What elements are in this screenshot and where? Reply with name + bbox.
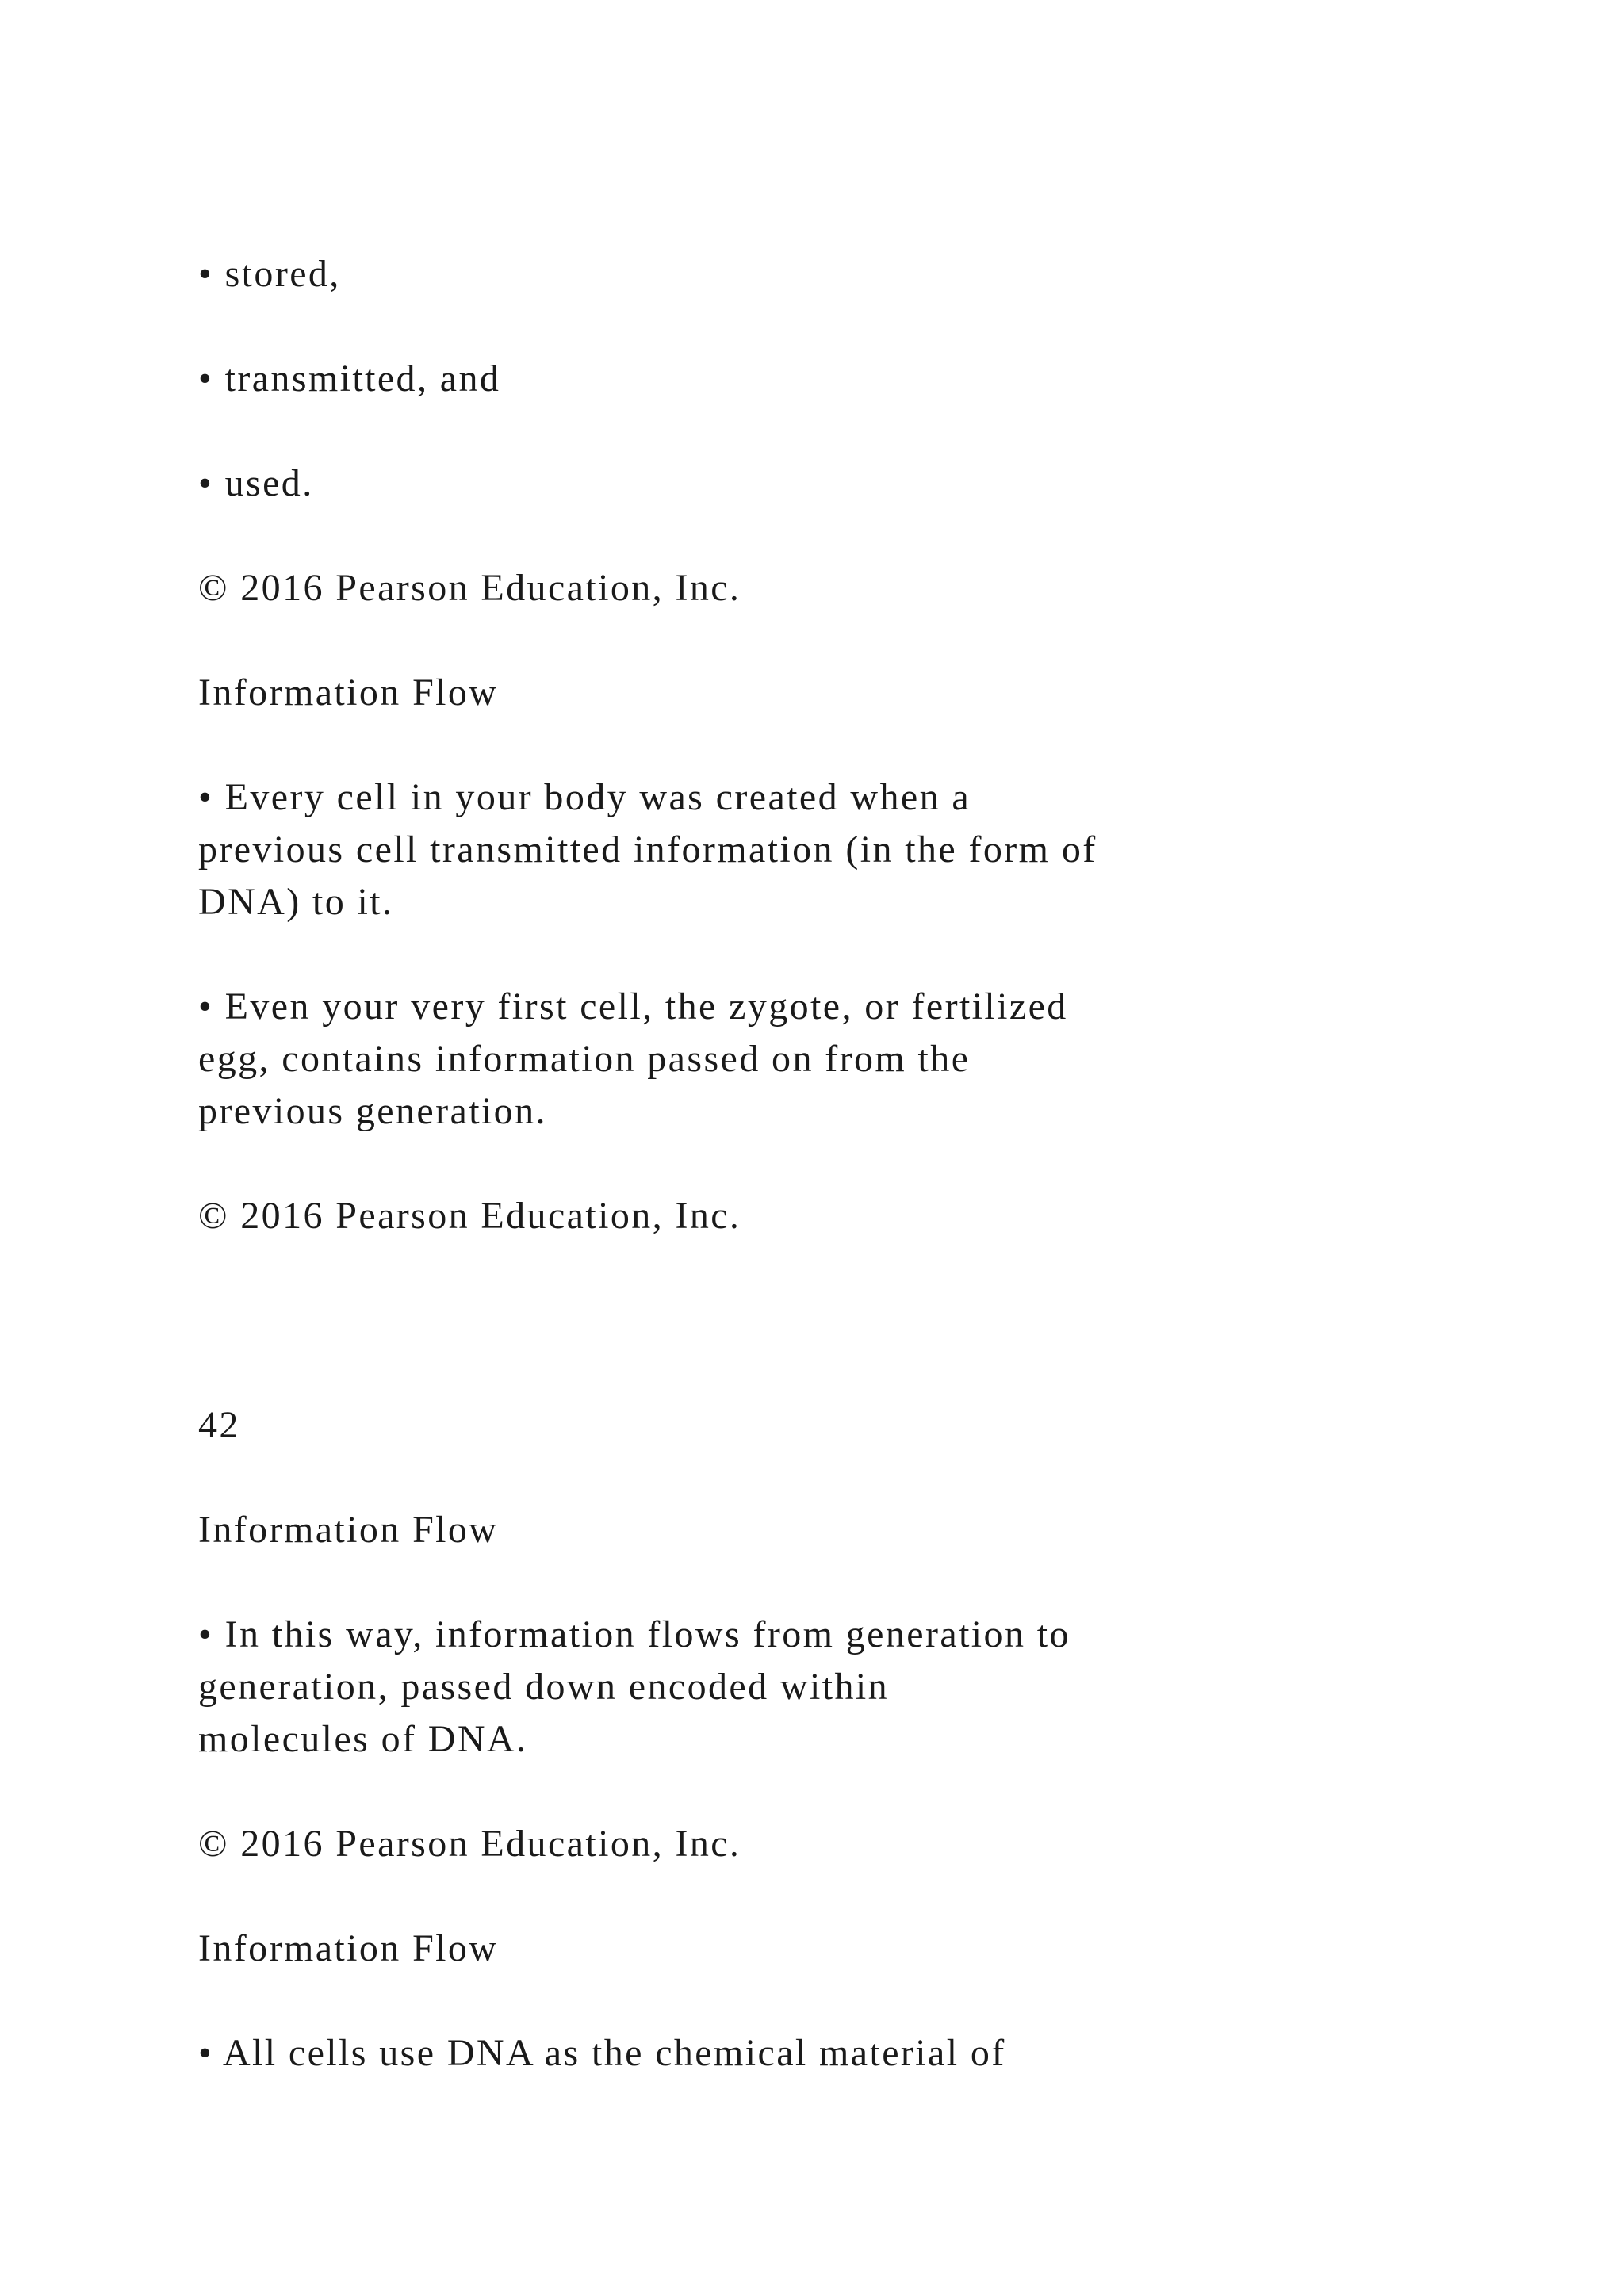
paragraph-line: • Every cell in your body was created when a	[198, 776, 971, 818]
paragraph-line: • In this way, information flows from generation to	[198, 1613, 1071, 1655]
section-heading: Information Flow	[198, 1927, 499, 1969]
paragraph-line: • Even your very first cell, the zygote, or fertilized	[198, 985, 1068, 1027]
paragraph-line: previous generation.	[198, 1090, 547, 1132]
document-page	[198, 0, 1546, 2296]
bullet-transmitted: • transmitted, and	[198, 358, 501, 400]
paragraph-line: generation, passed down encoded within	[198, 1666, 889, 1708]
copyright-notice: © 2016 Pearson Education, Inc.	[198, 1823, 741, 1865]
copyright-notice: © 2016 Pearson Education, Inc.	[198, 1195, 741, 1237]
section-heading: Information Flow	[198, 672, 499, 714]
paragraph-line: DNA) to it.	[198, 881, 394, 923]
paragraph-line: previous cell transmitted information (in the form of	[198, 828, 1097, 871]
paragraph-line: molecules of DNA.	[198, 1718, 528, 1760]
bullet-used: • used.	[198, 462, 314, 504]
bullet-stored: • stored,	[198, 253, 341, 295]
paragraph-line: egg, contains information passed on from the	[198, 1038, 971, 1080]
copyright-notice: © 2016 Pearson Education, Inc.	[198, 567, 741, 609]
section-heading: Information Flow	[198, 1509, 499, 1551]
paragraph-line: • All cells use DNA as the chemical material of	[198, 2032, 1006, 2074]
page-number: 42	[198, 1404, 240, 1446]
